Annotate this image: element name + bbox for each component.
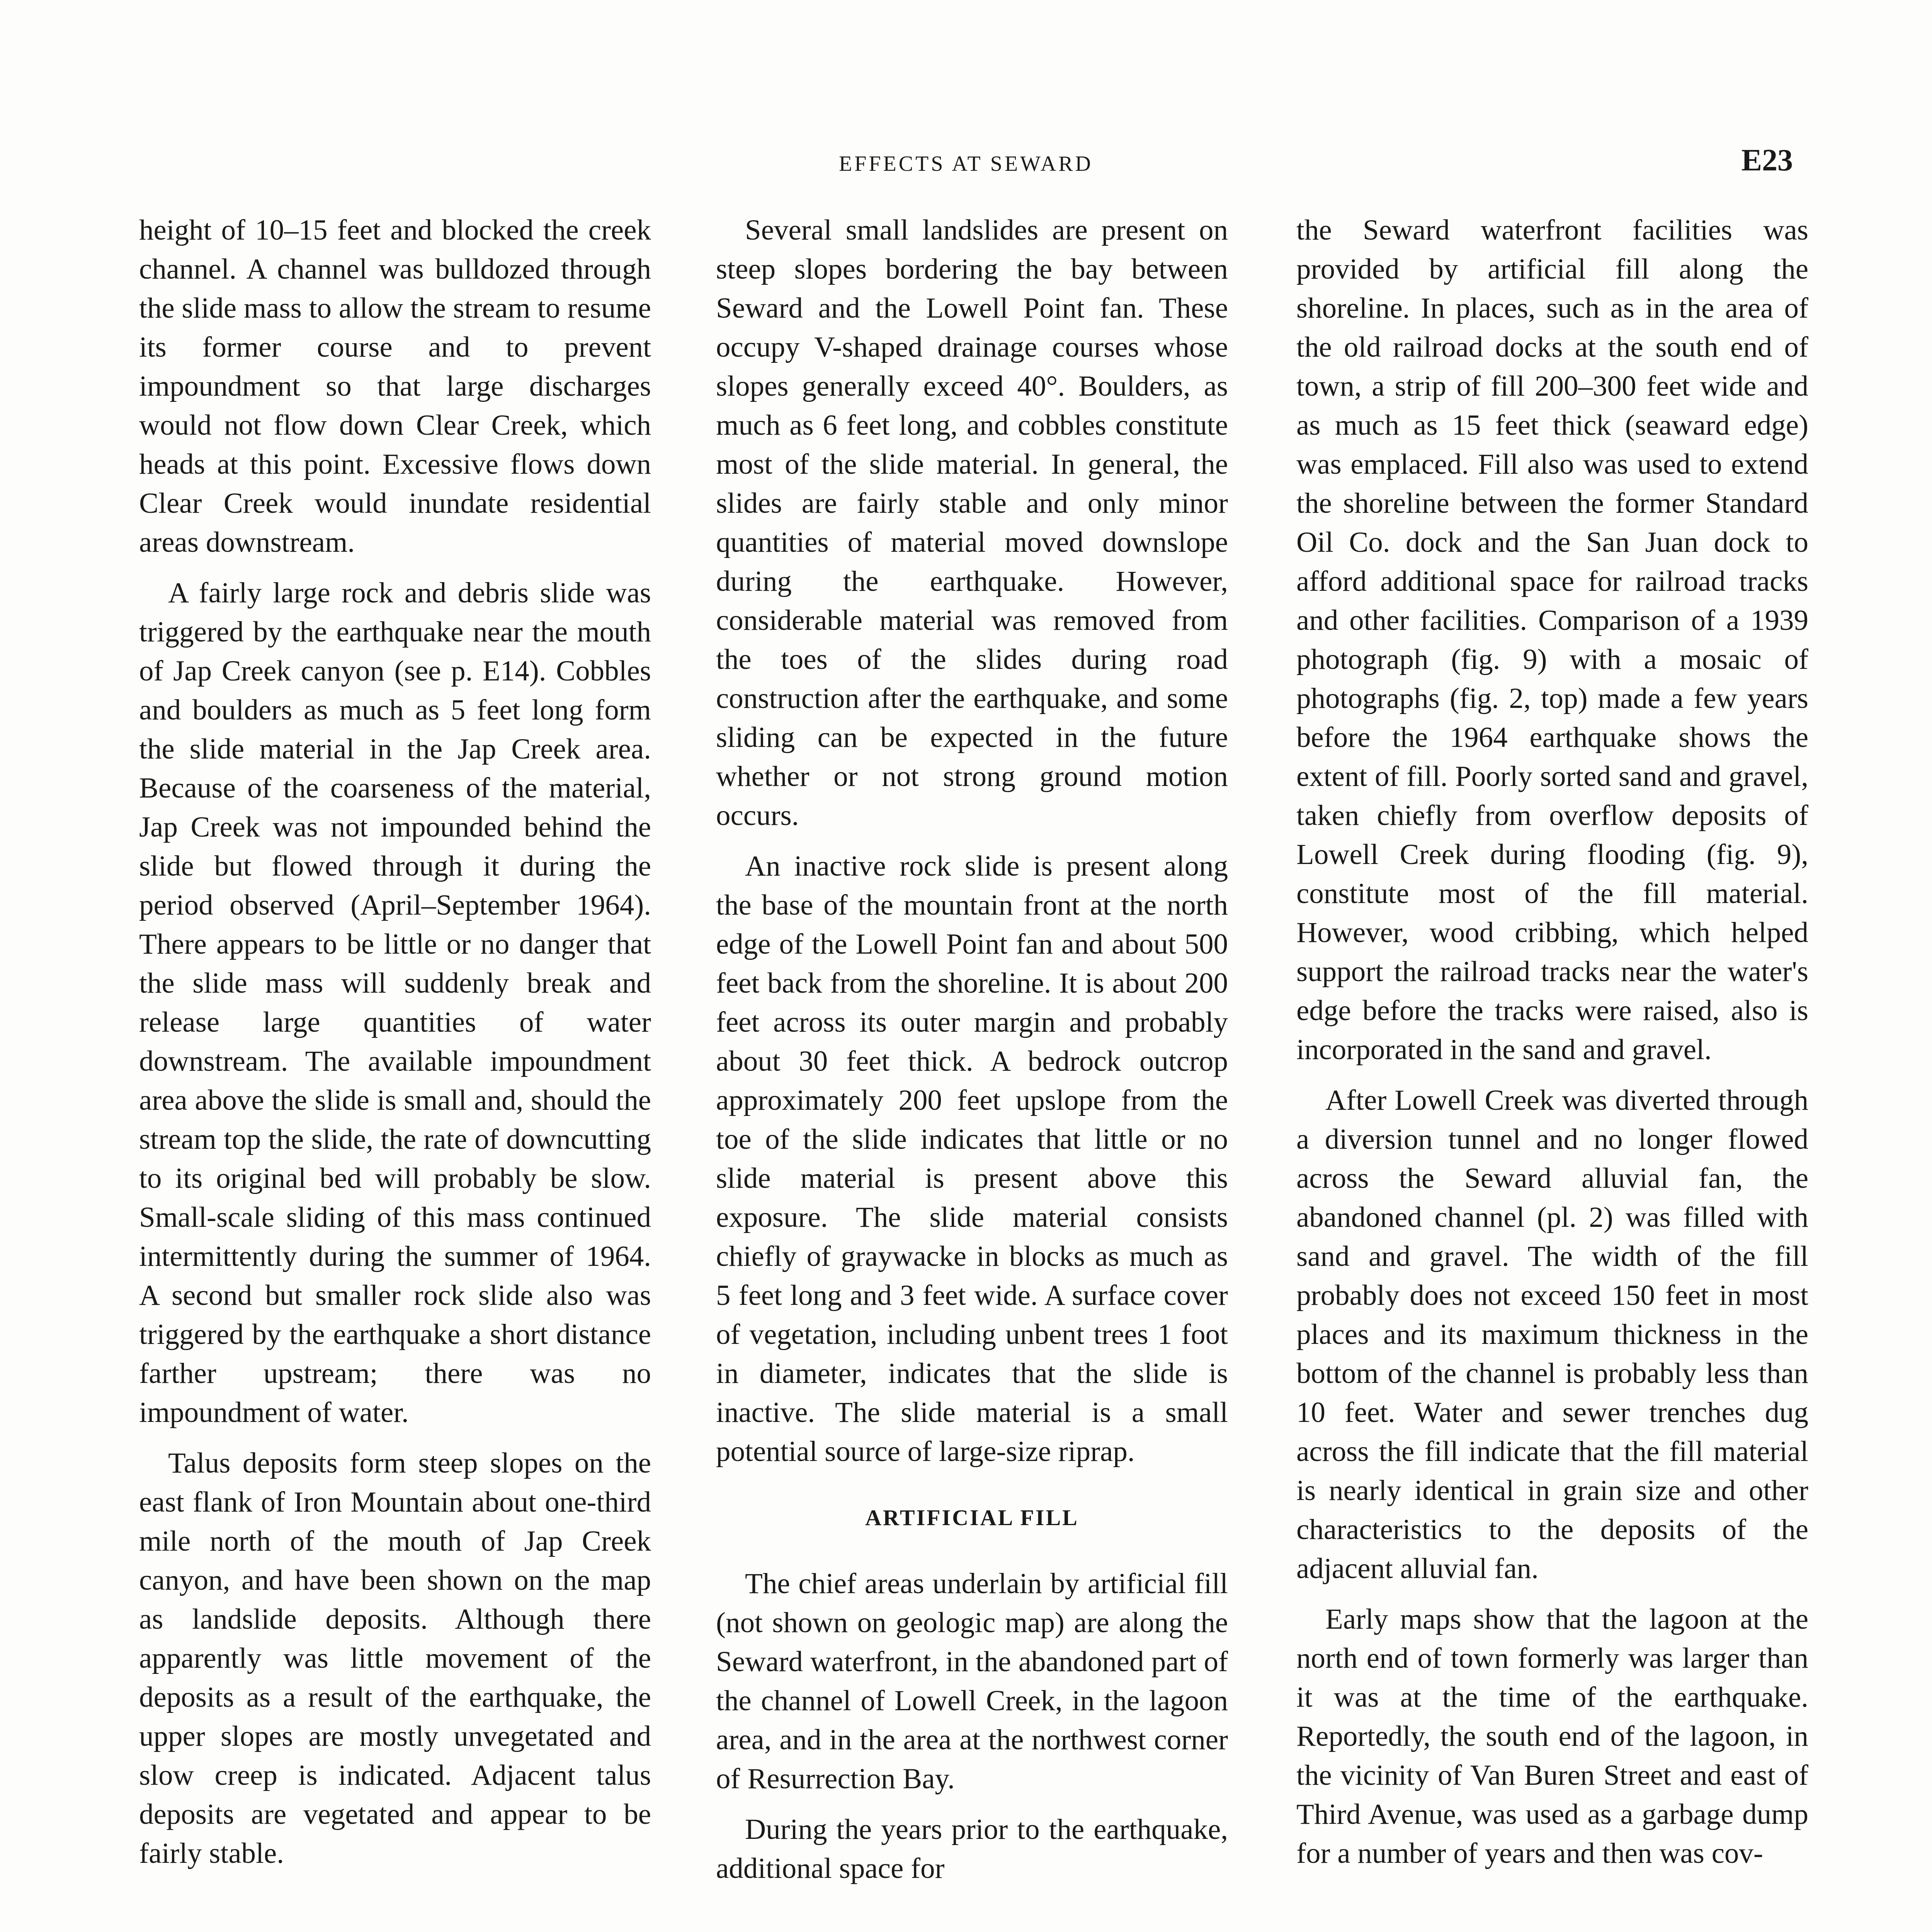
- paragraph: A fairly large rock and debris slide was triggered by the earthquake near the mouth of Jap Creek canyon (see p. E14). Cobbles and boulders as much as 5 feet long form the slide material in the Jap Creek area. Because of the coarseness of the material, Jap Creek was not impounded behind the slide but flowed through it during the period observed (April–September 1964). There appears to be little or no danger that the slide mass will suddenly break and release large quantities of water downstream. The available impoundment area above the slide is small and, should the stream top the slide, the rate of downcutting to its original bed will probably be slow. Small-scale sliding of this mass continued intermittently during the summer of 1964. A second but smaller rock slide also was triggered by the earthquake a short distance farther upstream; there was no impoundment of water.: [139, 577, 651, 1429]
- paragraph: height of 10–15 feet and blocked the creek channel. A channel was bulldozed through the slide mass to allow the stream to resume its former course and to prevent impoundment so that large discharges would not flow down Clear Creek, which heads at this point. Excessive flows down Clear Creek would inundate residential areas downstream.: [139, 214, 651, 558]
- paragraph: The chief areas underlain by artificial fill (not shown on geologic map) are along the Seward waterfront, in the abandoned part of the channel of Lowell Creek, in the lagoon area, and in the area at the northwest corner of Resurrection Bay.: [716, 1568, 1228, 1795]
- paragraph: After Lowell Creek was diverted through a diversion tunnel and no longer flowed across the Seward alluvial fan, the abandoned channel (pl. 2) was filled with sand and gravel. The width of the fill probably does not exceed 150 feet in most places and its maximum thickness in the bottom of the channel is probably less than 10 feet. Water and sewer trenches dug across the fill indicate that the fill material is nearly identical in grain size and other characteristics to the deposits of the adjacent alluvial fan.: [1296, 1084, 1808, 1585]
- paragraph: An inactive rock slide is present along the base of the mountain front at the north edge of the Lowell Point fan and about 500 feet back from the shoreline. It is about 200 feet across its outer margin and probably about 30 feet thick. A bedrock outcrop approximately 200 feet upslope from the toe of the slide indicates that little or no slide material is present above this exposure. The slide material consists chiefly of graywacke in blocks as much as 5 feet long and 3 feet wide. A surface cover of vegetation, including unbent trees 1 foot in diameter, indicates that the slide is inactive. The slide material is a small potential source of large-size riprap.: [716, 850, 1228, 1468]
- text-column-1: [139, 211, 651, 1884]
- paragraph: Early maps show that the lagoon at the north end of town formerly was larger than it was at the time of the earthquake. Reportedly, the south end of the lagoon, in the vicinity of Van Buren Street and east of Third Avenue, was used as a garbage dump for a number of years and then was cov-: [1296, 1603, 1808, 1869]
- text-column-2: [716, 211, 1228, 1900]
- section-heading: ARTIFICIAL FILL: [865, 1505, 1079, 1530]
- paragraph: the Seward waterfront facilities was provided by artificial fill along the shoreline. In places, such as in the area of the old railroad docks at the south end of town, a strip of fill 200–300 feet wide and as much as 15 feet thick (seaward edge) was emplaced. Fill also was used to extend the shoreline between the former Standard Oil Co. dock and the San Juan dock to afford additional space for railroad tracks and other facilities. Comparison of a 1939 photograph (fig. 9) with a mosaic of photographs (fig. 2, top) made a few years before the 1964 earthquake shows the extent of fill. Poorly sorted sand and gravel, taken chiefly from overflow deposits of Lowell Creek during flooding (fig. 9), constitute most of the fill material. However, wood cribbing, which helped support the railroad tracks near the water's edge before the tracks were raised, also is incorporated in the sand and gravel.: [1296, 214, 1808, 1066]
- page-number: E23: [1741, 143, 1793, 177]
- text-column-3: [1296, 211, 1808, 1884]
- paragraph: During the years prior to the earthquake, additional space for: [716, 1813, 1228, 1884]
- running-title: EFFECTS AT SEWARD: [839, 152, 1093, 176]
- paragraph: Several small landslides are present on steep slopes bordering the bay between Seward and the Lowell Point fan. These occupy V-shaped drainage courses whose slopes generally exceed 40°. Boulders, as much as 6 feet long, and cobbles constitute most of the slide material. In general, the slides are fairly stable and only minor quantities of material moved downslope during the earthquake. However, considerable material was removed from the toes of the slides during road construction after the earthquake, and some sliding can be expected in the future whether or not strong ground motion occurs.: [716, 214, 1228, 832]
- paragraph: Talus deposits form steep slopes on the east flank of Iron Mountain about one-third mile north of the mouth of Jap Creek canyon, and have been shown on the map as landslide deposits. Although there apparently was little movement of the deposits as a result of the earthquake, the upper slopes are mostly unvegetated and slow creep is indicated. Adjacent talus deposits are vegetated and appear to be fairly stable.: [139, 1447, 651, 1869]
